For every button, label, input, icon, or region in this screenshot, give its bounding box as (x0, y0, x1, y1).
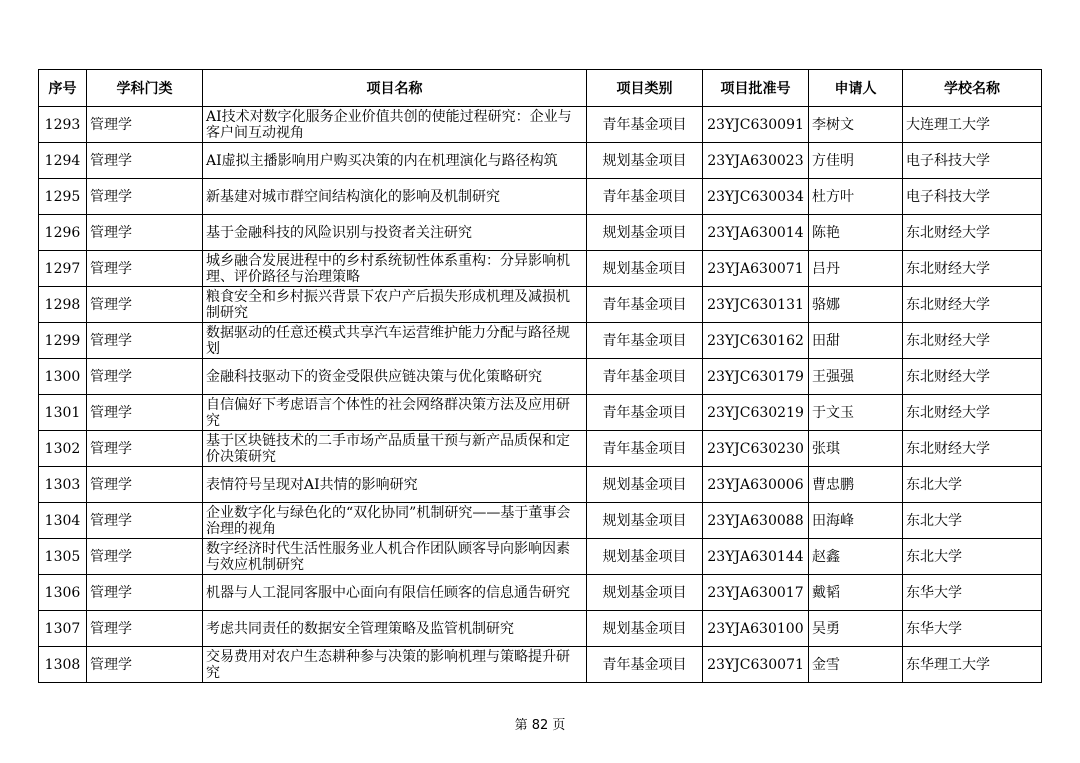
cell-discipline: 管理学 (87, 467, 203, 503)
cell-number: 23YJC630179 (703, 359, 809, 395)
cell-applicant: 骆娜 (809, 287, 903, 323)
cell-discipline: 管理学 (87, 179, 203, 215)
cell-seq: 1296 (39, 215, 87, 251)
cell-seq: 1301 (39, 395, 87, 431)
table-row (39, 215, 1042, 251)
cell-seq: 1294 (39, 143, 87, 179)
cell-number: 23YJA630006 (703, 467, 809, 503)
cell-seq: 1299 (39, 323, 87, 359)
cell-discipline: 管理学 (87, 503, 203, 539)
header-discipline: 学科门类 (87, 70, 203, 107)
cell-seq: 1308 (39, 647, 87, 683)
table-row (39, 539, 1042, 575)
cell-discipline: 管理学 (87, 143, 203, 179)
cell-number: 23YJC630034 (703, 179, 809, 215)
cell-type: 青年基金项目 (587, 179, 703, 215)
cell-title: 城乡融合发展进程中的乡村系统韧性体系重构：分异影响机理、评价路径与治理策略 (203, 251, 587, 287)
table-row (39, 395, 1042, 431)
header-title: 项目名称 (203, 70, 587, 107)
cell-type: 规划基金项目 (587, 539, 703, 575)
cell-number: 23YJA630144 (703, 539, 809, 575)
page-number: 第 82 页 (514, 718, 566, 733)
table-row (39, 359, 1042, 395)
cell-school: 东北财经大学 (903, 251, 1042, 287)
table-row (39, 107, 1042, 143)
cell-discipline: 管理学 (87, 287, 203, 323)
cell-number: 23YJC630131 (703, 287, 809, 323)
cell-title: 数据驱动的任意还模式共享汽车运营维护能力分配与路径规划 (203, 323, 587, 359)
cell-school: 东北财经大学 (903, 431, 1042, 467)
cell-applicant: 李树文 (809, 107, 903, 143)
cell-title: AI技术对数字化服务企业价值共创的使能过程研究：企业与客户间互动视角 (203, 107, 587, 143)
cell-title: 自信偏好下考虑语言个体性的社会网络群决策方法及应用研究 (203, 395, 587, 431)
cell-applicant: 吕丹 (809, 251, 903, 287)
cell-discipline: 管理学 (87, 395, 203, 431)
cell-school: 东北大学 (903, 539, 1042, 575)
table-row (39, 467, 1042, 503)
header-number: 项目批准号 (703, 70, 809, 107)
cell-number: 23YJA630017 (703, 575, 809, 611)
cell-applicant: 陈艳 (809, 215, 903, 251)
cell-school: 东北大学 (903, 503, 1042, 539)
cell-number: 23YJA630071 (703, 251, 809, 287)
cell-seq: 1297 (39, 251, 87, 287)
table-row (39, 611, 1042, 647)
cell-applicant: 张琪 (809, 431, 903, 467)
table-row (39, 251, 1042, 287)
table-row (39, 287, 1042, 323)
cell-type: 规划基金项目 (587, 611, 703, 647)
cell-applicant: 金雪 (809, 647, 903, 683)
cell-title: 新基建对城市群空间结构演化的影响及机制研究 (203, 179, 587, 215)
cell-school: 东北财经大学 (903, 395, 1042, 431)
cell-seq: 1306 (39, 575, 87, 611)
header-row (39, 70, 1042, 107)
cell-number: 23YJC630091 (703, 107, 809, 143)
header-school: 学校名称 (903, 70, 1042, 107)
cell-discipline: 管理学 (87, 647, 203, 683)
cell-type: 青年基金项目 (587, 647, 703, 683)
cell-discipline: 管理学 (87, 323, 203, 359)
header-applicant: 申请人 (809, 70, 903, 107)
cell-school: 电子科技大学 (903, 143, 1042, 179)
cell-applicant: 于文玉 (809, 395, 903, 431)
cell-type: 青年基金项目 (587, 431, 703, 467)
cell-seq: 1300 (39, 359, 87, 395)
cell-title: 金融科技驱动下的资金受限供应链决策与优化策略研究 (203, 359, 587, 395)
cell-applicant: 方佳明 (809, 143, 903, 179)
cell-school: 东北财经大学 (903, 359, 1042, 395)
cell-discipline: 管理学 (87, 431, 203, 467)
cell-school: 大连理工大学 (903, 107, 1042, 143)
cell-discipline: 管理学 (87, 611, 203, 647)
cell-seq: 1293 (39, 107, 87, 143)
cell-seq: 1304 (39, 503, 87, 539)
table-row (39, 431, 1042, 467)
table-row (39, 647, 1042, 683)
cell-type: 规划基金项目 (587, 143, 703, 179)
cell-type: 规划基金项目 (587, 215, 703, 251)
cell-applicant: 杜方叶 (809, 179, 903, 215)
cell-discipline: 管理学 (87, 359, 203, 395)
table-row (39, 503, 1042, 539)
cell-number: 23YJA630023 (703, 143, 809, 179)
cell-title: 机器与人工混同客服中心面向有限信任顾客的信息通告研究 (203, 575, 587, 611)
cell-title: 交易费用对农户生态耕种参与决策的影响机理与策略提升研究 (203, 647, 587, 683)
cell-seq: 1302 (39, 431, 87, 467)
cell-seq: 1303 (39, 467, 87, 503)
cell-school: 东华大学 (903, 611, 1042, 647)
cell-school: 东华大学 (903, 575, 1042, 611)
table-row (39, 143, 1042, 179)
cell-number: 23YJA630088 (703, 503, 809, 539)
cell-type: 青年基金项目 (587, 359, 703, 395)
cell-discipline: 管理学 (87, 251, 203, 287)
project-table (38, 69, 1042, 683)
cell-seq: 1307 (39, 611, 87, 647)
cell-type: 规划基金项目 (587, 503, 703, 539)
table-row (39, 575, 1042, 611)
cell-title: 基于金融科技的风险识别与投资者关注研究 (203, 215, 587, 251)
cell-applicant: 王强强 (809, 359, 903, 395)
cell-seq: 1295 (39, 179, 87, 215)
cell-discipline: 管理学 (87, 539, 203, 575)
cell-type: 规划基金项目 (587, 467, 703, 503)
cell-number: 23YJC630230 (703, 431, 809, 467)
table-body (39, 107, 1042, 683)
cell-discipline: 管理学 (87, 575, 203, 611)
cell-number: 23YJC630219 (703, 395, 809, 431)
cell-applicant: 田甜 (809, 323, 903, 359)
table-row (39, 179, 1042, 215)
cell-number: 23YJC630071 (703, 647, 809, 683)
cell-title: 考虑共同责任的数据安全管理策略及监管机制研究 (203, 611, 587, 647)
cell-school: 东北财经大学 (903, 323, 1042, 359)
cell-type: 规划基金项目 (587, 251, 703, 287)
cell-title: AI虚拟主播影响用户购买决策的内在机理演化与路径构筑 (203, 143, 587, 179)
cell-applicant: 赵鑫 (809, 539, 903, 575)
cell-title: 基于区块链技术的二手市场产品质量干预与新产品质保和定价决策研究 (203, 431, 587, 467)
cell-applicant: 曹忠鹏 (809, 467, 903, 503)
cell-type: 青年基金项目 (587, 107, 703, 143)
cell-title: 表情符号呈现对AI共情的影响研究 (203, 467, 587, 503)
cell-type: 青年基金项目 (587, 287, 703, 323)
cell-seq: 1305 (39, 539, 87, 575)
cell-title: 粮食安全和乡村振兴背景下农户产后损失形成机理及减损机制研究 (203, 287, 587, 323)
cell-seq: 1298 (39, 287, 87, 323)
cell-school: 东北财经大学 (903, 215, 1042, 251)
cell-type: 规划基金项目 (587, 575, 703, 611)
cell-school: 电子科技大学 (903, 179, 1042, 215)
cell-number: 23YJC630162 (703, 323, 809, 359)
cell-school: 东华理工大学 (903, 647, 1042, 683)
cell-discipline: 管理学 (87, 215, 203, 251)
cell-school: 东北大学 (903, 467, 1042, 503)
table-row (39, 323, 1042, 359)
cell-applicant: 吴勇 (809, 611, 903, 647)
cell-title: 企业数字化与绿色化的“双化协同”机制研究——基于董事会治理的视角 (203, 503, 587, 539)
cell-applicant: 戴韬 (809, 575, 903, 611)
cell-number: 23YJA630014 (703, 215, 809, 251)
cell-number: 23YJA630100 (703, 611, 809, 647)
cell-applicant: 田海峰 (809, 503, 903, 539)
cell-discipline: 管理学 (87, 107, 203, 143)
cell-school: 东北财经大学 (903, 287, 1042, 323)
header-type: 项目类别 (587, 70, 703, 107)
cell-type: 青年基金项目 (587, 395, 703, 431)
header-seq: 序号 (39, 70, 87, 107)
cell-type: 青年基金项目 (587, 323, 703, 359)
cell-title: 数字经济时代生活性服务业人机合作团队顾客导向影响因素与效应机制研究 (203, 539, 587, 575)
